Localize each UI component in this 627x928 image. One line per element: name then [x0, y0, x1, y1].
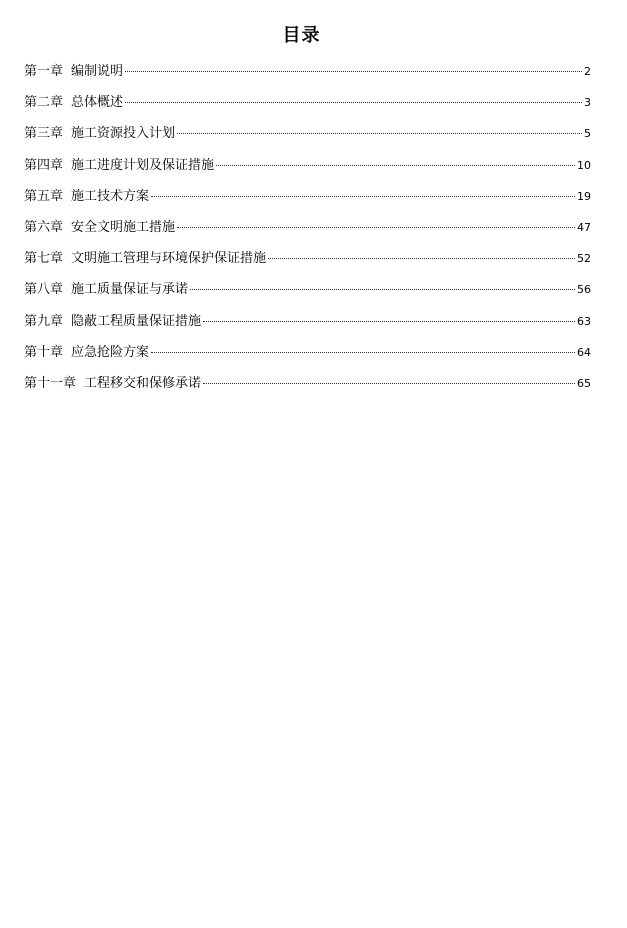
toc-entry[interactable] [24, 62, 591, 93]
toc-entry[interactable] [24, 374, 591, 405]
toc-chapter-number: 第四章 [24, 157, 64, 173]
toc-page-number: 10 [577, 158, 591, 172]
toc-dot-leader [151, 196, 575, 197]
toc-entry[interactable] [24, 93, 591, 124]
toc-dot-leader [125, 102, 582, 103]
toc-chapter-heading: 施工资源投入计划 [71, 126, 176, 142]
toc-chapter-number: 第八章 [24, 282, 64, 298]
toc-chapter-number: 第九章 [24, 313, 64, 329]
toc-dot-leader [216, 165, 575, 166]
toc-page-number: 2 [584, 65, 591, 78]
toc-chapter-heading: 总体概述 [71, 95, 124, 111]
toc-page-number: 56 [577, 283, 591, 297]
toc-page-number: 63 [577, 314, 591, 328]
toc-entry[interactable] [24, 156, 591, 187]
toc-entry[interactable] [24, 343, 591, 374]
toc-chapter-heading: 安全文明施工措施 [71, 219, 176, 235]
toc-chapter-number: 第五章 [24, 188, 64, 204]
toc-page-number: 65 [577, 376, 591, 390]
toc-chapter-number: 第六章 [24, 219, 64, 235]
table-of-contents [24, 62, 591, 405]
toc-dot-leader [125, 71, 582, 72]
toc-entry[interactable] [24, 218, 591, 249]
toc-entry[interactable] [24, 249, 591, 280]
toc-dot-leader [151, 352, 575, 353]
toc-dot-leader [203, 321, 575, 322]
toc-page-number: 64 [577, 345, 591, 359]
toc-entry[interactable] [24, 124, 591, 155]
toc-chapter-heading: 编制说明 [71, 64, 124, 79]
toc-chapter-heading: 应急抢险方案 [71, 344, 150, 360]
toc-entry[interactable] [24, 312, 591, 343]
toc-dot-leader [177, 133, 582, 134]
toc-dot-leader [190, 289, 575, 290]
toc-dot-leader [177, 227, 575, 228]
toc-page-number: 47 [577, 220, 591, 234]
toc-chapter-heading: 施工质量保证与承诺 [71, 282, 189, 298]
toc-chapter-heading: 施工进度计划及保证措施 [71, 157, 215, 173]
toc-page-number: 19 [577, 189, 591, 203]
toc-dot-leader [268, 258, 575, 259]
toc-page-number: 5 [584, 127, 591, 141]
toc-page-number: 3 [584, 96, 591, 110]
toc-page-number: 52 [577, 252, 591, 266]
page-title: 目录 [282, 25, 321, 46]
toc-chapter-number: 第十一章 [24, 375, 77, 391]
toc-chapter-heading: 施工技术方案 [71, 188, 150, 204]
toc-chapter-number: 第一章 [24, 64, 64, 79]
toc-entry[interactable] [24, 280, 591, 311]
toc-chapter-number: 第七章 [24, 251, 64, 267]
toc-chapter-number: 第三章 [24, 126, 64, 142]
toc-chapter-heading: 文明施工管理与环境保护保证措施 [71, 251, 267, 267]
toc-chapter-number: 第十章 [24, 344, 64, 360]
toc-chapter-heading: 隐蔽工程质量保证措施 [71, 313, 202, 329]
toc-chapter-heading: 工程移交和保修承诺 [84, 375, 202, 391]
toc-dot-leader [203, 383, 575, 384]
toc-entry[interactable] [24, 187, 591, 218]
toc-chapter-number: 第二章 [24, 95, 64, 111]
